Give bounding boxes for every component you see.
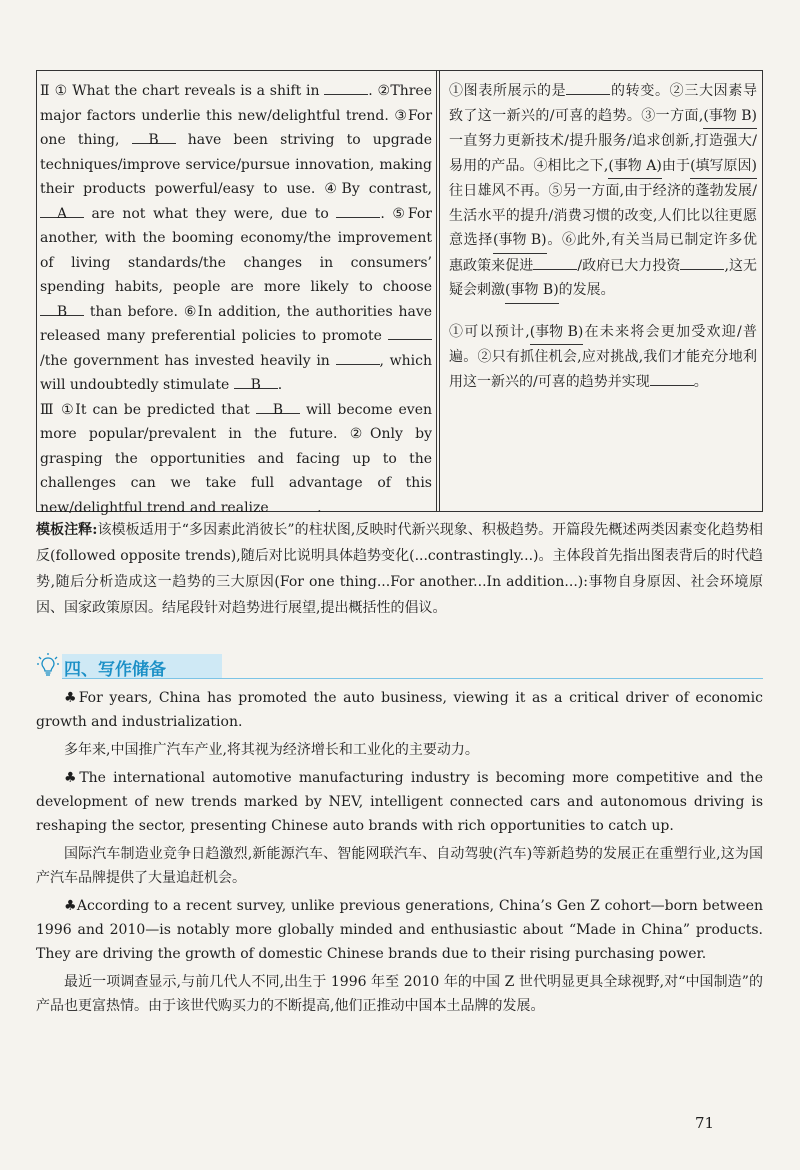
text-run: . bbox=[277, 377, 283, 393]
text-run: For years, China has promoted the auto business, viewing it as a critical driver of economic growth and industrialization. bbox=[36, 690, 763, 730]
text-run: 由于 bbox=[661, 157, 691, 174]
text-run: 。⑥此外,有关当局已制定许多优惠政策来促进 bbox=[449, 232, 758, 274]
template-table bbox=[36, 70, 763, 516]
page-number: 71 bbox=[695, 1114, 715, 1132]
reserve-chinese-3: 最近一项调查显示,与前几代人不同,出生于 1996 年至 2010 年的中国 Z 世代明显更具全球视野,对“中国制造”的产品也更富热情。由于该世代购买力的不断提高,他们正推动中国本土品牌的发展。 bbox=[36, 974, 763, 1014]
underlined-term: (填写原因) bbox=[690, 154, 757, 180]
text-run: . bbox=[317, 499, 322, 516]
text-run: 。 bbox=[693, 373, 708, 390]
text-run: ⑤For another, with the booming economy/the improvement of living standards/the changes in consumers’ spending habits, people are more likely to choose bbox=[40, 205, 432, 295]
underlined-term: (事物 B) bbox=[530, 320, 584, 346]
text-run: 的发展。 bbox=[558, 282, 615, 298]
fill-blank bbox=[533, 254, 577, 270]
fill-blank bbox=[336, 202, 380, 218]
reserve-chinese-1: 多年来,中国推广汽车产业,将其视为经济增长和工业化的主要动力。 bbox=[64, 742, 479, 758]
text-run: ②Only by grasping the opportunities and facing up to the challenges can we take full advantage of this new/delightful trend and realize bbox=[40, 426, 432, 516]
spacer bbox=[449, 304, 757, 320]
reserve-chinese-2: 国际汽车制造业竞争日趋激烈,新能源汽车、智能网联汽车、自动驾驶(汽车)等新趋势的发展正在重塑行业,这为国产汽车品牌提供了大量追赶机会。 bbox=[36, 846, 763, 886]
text-run: ③For one thing, bbox=[40, 107, 433, 148]
text-run: have been striving to upgrade techniques/improve service/pursue innovation, making their products powerful/easy to use. bbox=[40, 132, 432, 197]
club-bullet-icon: ♣ bbox=[64, 770, 80, 786]
fill-blank bbox=[388, 324, 432, 340]
text-run: 在未来将会更加受欢迎/普遍。②只有抓住机会,应对挑战,我们才能充分地利用这一新兴的/可喜的趋势并实现 bbox=[449, 323, 758, 390]
text-run: 的转变。②三大因素导致了这一新兴的/可喜的趋势。③一方面, bbox=[449, 83, 758, 124]
text-run: ⑥In addition, the authorities have released many preferential policies to promote bbox=[40, 303, 433, 344]
text-run: ①可以预计, bbox=[449, 323, 530, 340]
fill-blank bbox=[566, 79, 610, 95]
template-english-column bbox=[37, 71, 437, 516]
fill-blank: B bbox=[132, 128, 176, 144]
section-rule bbox=[62, 678, 763, 679]
text-run: ④By contrast, bbox=[324, 181, 432, 197]
writing-reserve bbox=[36, 686, 763, 1018]
lightbulb-icon bbox=[36, 652, 60, 678]
english-paragraph-3 bbox=[40, 398, 432, 521]
underlined-term: (事物 B) bbox=[493, 228, 547, 254]
club-bullet-icon: ♣ bbox=[64, 690, 79, 706]
text-run: ①图表所展示的是 bbox=[449, 83, 567, 99]
fill-blank: B bbox=[256, 398, 300, 414]
section-title: 四、写作储备 bbox=[64, 660, 166, 680]
underlined-term: (事物 A) bbox=[608, 154, 661, 180]
underlined-term: (事物 B) bbox=[703, 104, 757, 130]
club-bullet-icon: ♣ bbox=[64, 898, 77, 914]
reserve-english-1 bbox=[36, 686, 763, 734]
fill-blank: A bbox=[40, 202, 84, 218]
template-chinese-column bbox=[439, 71, 763, 511]
fill-blank: B bbox=[40, 300, 84, 316]
note-label: 模板注释: bbox=[36, 522, 98, 538]
fill-blank bbox=[680, 254, 724, 270]
reserve-english-2 bbox=[36, 766, 763, 838]
text-run: will become even more popular/prevalent in the future. bbox=[40, 401, 433, 442]
text-run: than before. bbox=[89, 303, 178, 320]
reserve-english-3 bbox=[36, 894, 763, 966]
text-run: ②Three major factors underlie this new/delightful trend. bbox=[40, 83, 432, 124]
text-run: 一直努力更新技术/提升服务/追求创新,打造强大/易用的产品。④相比之下, bbox=[449, 133, 757, 174]
fill-blank bbox=[324, 79, 368, 95]
text-run: Ⅲ ①It can be predicted that bbox=[40, 401, 250, 418]
text-run: are not what they were, due to bbox=[91, 205, 329, 222]
text-run: Ⅱ ① What the chart reveals is a shift in bbox=[40, 83, 320, 99]
chinese-paragraph-3 bbox=[449, 320, 757, 395]
text-run: /the government has invested heavily in bbox=[40, 352, 330, 369]
fill-blank bbox=[650, 370, 694, 386]
fill-blank: B bbox=[234, 373, 278, 389]
text-run: The international automotive manufacturing industry is becoming more competitive and the development of new trends marked by NEV, intelligent connected cars and autonomous driving is reshaping the sector, presenting Chinese auto brands with rich opportunities to catch up. bbox=[36, 770, 763, 834]
text-run: /政府已大力投资 bbox=[577, 257, 681, 274]
fill-blank bbox=[336, 349, 380, 365]
text-run: . bbox=[368, 83, 373, 99]
text-run: . bbox=[380, 205, 385, 222]
template-note bbox=[36, 517, 763, 621]
text-run: 往日雄风不再。⑤另一方面,由于经济的蓬勃发展/生活水平的提升/消费习惯的改变,人们比以往更愿意选择 bbox=[449, 183, 757, 248]
text-run: According to a recent survey, unlike previous generations, China’s Gen Z cohort—born between 1996 and 2010—is notably more globally minded and enthusiastic about “Made in China” products. They are driving the growth of domestic Chinese brands due to their rising purchasing power. bbox=[36, 898, 763, 962]
section-header bbox=[36, 652, 763, 680]
note-text: 该模板适用于“多因素此消彼长”的柱状图,反映时代新兴现象、积极趋势。开篇段先概述两类因素变化趋势相反(followed opposite trends),随后对比说明具体趋势变化(...contrastingly...)。主体段首先指出图表背后的时代趋势,随后分析造成这一趋势的三大原因(For one thing...For another...In addition...):事物自身原因、社会环境原因、国家政策原因。结尾段针对趋势进行展望,提出概括性的倡议。 bbox=[36, 522, 763, 616]
text-run: , which will undoubtedly stimulate bbox=[40, 352, 432, 393]
underlined-term: (事物 B) bbox=[505, 278, 559, 304]
text-run: ,这无疑会刺激 bbox=[449, 257, 758, 298]
fill-blank bbox=[273, 496, 317, 512]
english-paragraph-2 bbox=[40, 79, 432, 398]
chinese-paragraph-2 bbox=[449, 79, 757, 304]
